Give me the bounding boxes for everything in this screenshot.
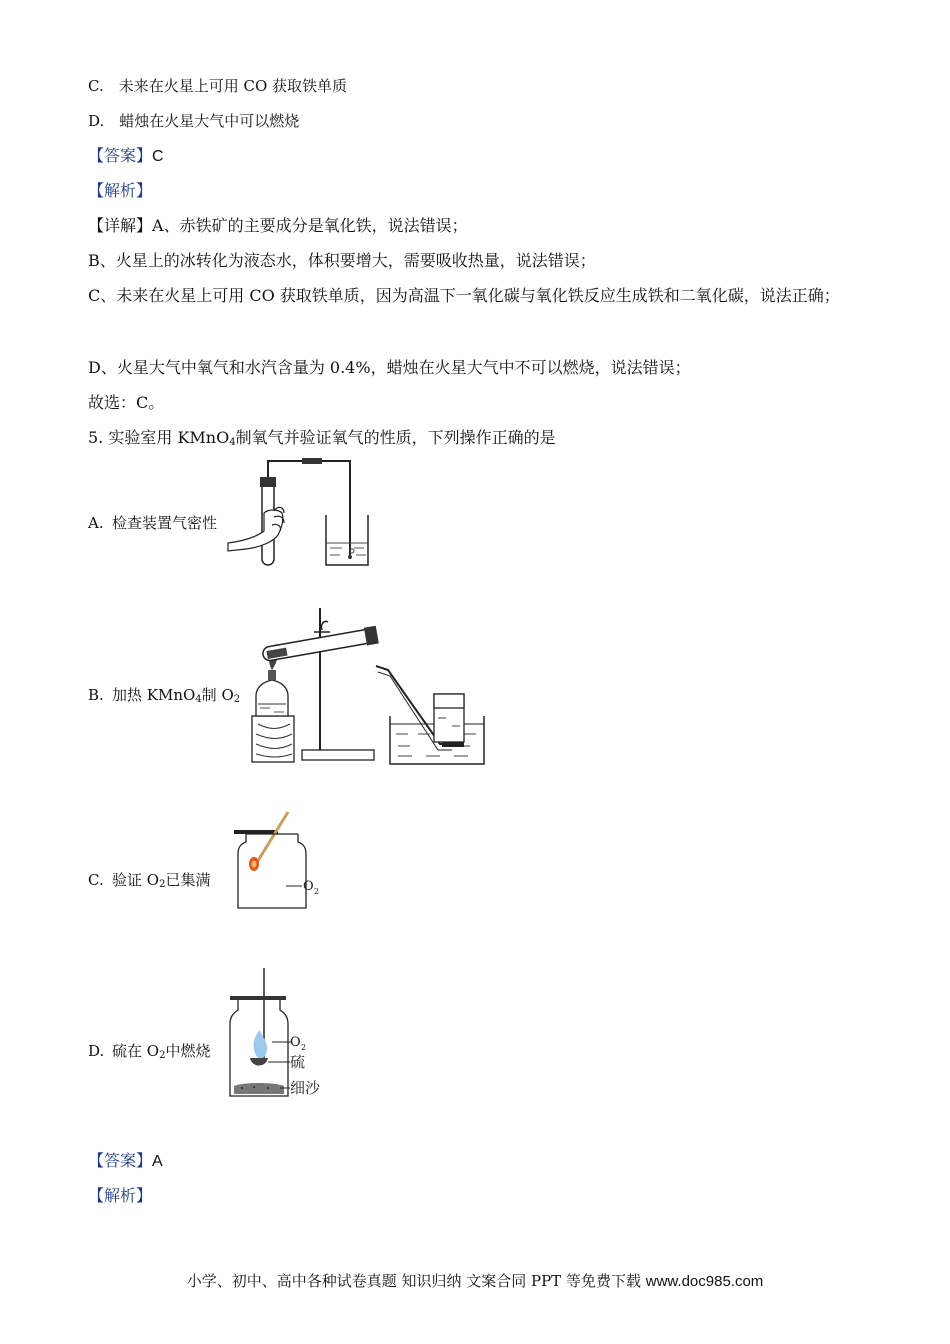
choose-line: 故选：C。 — [88, 393, 165, 412]
option-b-letter: B. — [88, 686, 104, 704]
d-sulfur-label: 硫 — [290, 1053, 306, 1071]
detail-line — [88, 215, 468, 237]
answer-tag: 【答案】 — [88, 1151, 153, 1170]
explain-b: B、火星上的冰转化为液态水，体积要增大，需要吸收热量，说法错误； — [88, 251, 596, 270]
option-c-text-after: 已集满 — [165, 871, 211, 889]
option-c-letter: C. — [88, 871, 104, 889]
explain-d: D、火星大气中氧气和水汽含量为 0.4%，蜡烛在火星大气中不可以燃烧，说法错误； — [88, 358, 691, 377]
option-a-text: 检查装置气密性 — [112, 514, 218, 532]
detail-tag: 【详解】 — [88, 216, 153, 235]
option-a-letter: A. — [88, 514, 104, 532]
option-d-sub: 2 — [159, 1050, 166, 1061]
q5-text-before: 实验室用 KMnO — [108, 428, 230, 447]
option-c-prev: C. 未来在火星上可用 CO 获取铁单质 — [88, 77, 348, 95]
option-b-text-before: 加热 KMnO — [112, 686, 196, 704]
option-b-sub1: 4 — [195, 694, 202, 705]
option-d-text-after: 中燃烧 — [165, 1042, 211, 1060]
q5-sub: 4 — [229, 437, 236, 448]
q5-number: 5. — [88, 428, 104, 447]
option-c-text-before: 验证 O — [112, 871, 160, 889]
kmno4-heating-figure — [248, 604, 490, 770]
footer-text: 小学、初中、高中各种试卷真题 知识归纳 文案合同 PPT 等免费下载 — [186, 1272, 641, 1290]
option-d-text-before: 硫在 O — [112, 1042, 160, 1060]
option-b-sub2: 2 — [233, 694, 241, 705]
detail-text: A、赤铁矿的主要成分是氧化铁，说法错误； — [152, 216, 468, 235]
answer-tag: 【答案】 — [88, 146, 153, 165]
answer-2 — [88, 1150, 163, 1173]
explain-c: C、未来在火星上可用 CO 获取铁单质，因为高温下一氧化碳与氧化铁反应生成铁和二氧化碳，说法正确； — [88, 286, 840, 305]
answer-1 — [88, 145, 164, 168]
option-d-prev: D. 蜡烛在火星大气中可以燃烧 — [88, 112, 300, 130]
d-o2-sub: 2 — [301, 1043, 307, 1052]
airtight-check-figure — [226, 455, 386, 573]
page-footer — [0, 1270, 950, 1291]
analysis-tag: 【解析】 — [88, 1186, 153, 1205]
analysis-tag: 【解析】 — [88, 181, 153, 200]
d-sand-label: 细沙 — [290, 1079, 321, 1097]
question-5 — [88, 427, 556, 454]
sulfur-burning-figure — [224, 966, 336, 1102]
verify-full-figure — [230, 808, 330, 914]
option-c — [88, 870, 210, 895]
option-a — [88, 513, 217, 533]
c-o2-sub: 2 — [314, 887, 320, 896]
c-o2-label: O — [303, 879, 314, 894]
d-o2-label: O — [290, 1035, 301, 1050]
q5-text-after: 制氧气并验证氧气的性质，下列操作正确的是 — [235, 428, 556, 447]
option-d — [88, 1041, 210, 1066]
answer-value: A — [152, 1153, 163, 1170]
analysis-2 — [88, 1185, 152, 1207]
option-c-sub: 2 — [159, 879, 166, 890]
option-d-letter: D. — [88, 1042, 105, 1060]
footer-url[interactable]: www.doc985.com — [645, 1273, 764, 1290]
analysis-1 — [88, 180, 152, 202]
option-b — [88, 685, 240, 710]
option-b-text-mid: 制 O — [201, 686, 234, 704]
answer-value: C — [152, 148, 164, 165]
